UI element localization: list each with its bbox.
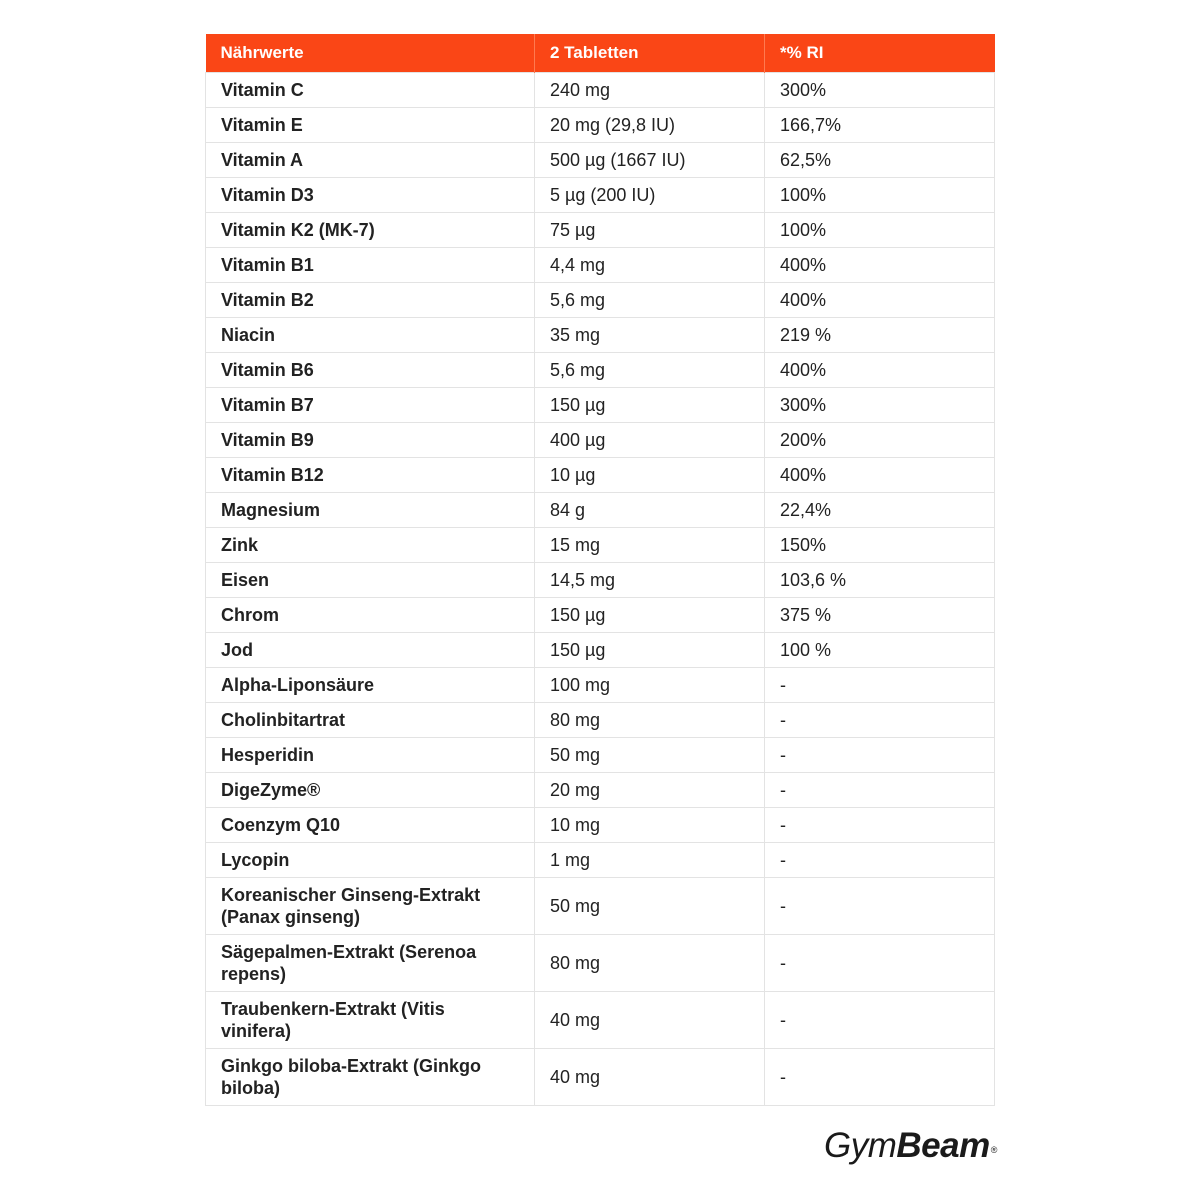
cell-amount: 150 µg	[535, 632, 765, 667]
cell-reference-intake: 100%	[765, 177, 995, 212]
cell-nutrient: Coenzym Q10	[206, 807, 535, 842]
cell-reference-intake: 100%	[765, 212, 995, 247]
table-row	[206, 387, 995, 422]
cell-reference-intake: 400%	[765, 247, 995, 282]
logo-text-gym: Gym	[824, 1126, 897, 1165]
table-row	[206, 702, 995, 737]
cell-reference-intake: 400%	[765, 352, 995, 387]
cell-amount: 50 mg	[535, 877, 765, 934]
cell-reference-intake: 200%	[765, 422, 995, 457]
cell-amount: 10 µg	[535, 457, 765, 492]
cell-nutrient: Ginkgo biloba-Extrakt (Ginkgo biloba)	[206, 1048, 535, 1105]
cell-amount: 35 mg	[535, 317, 765, 352]
cell-nutrient: Vitamin D3	[206, 177, 535, 212]
logo-registered-mark: ®	[990, 1145, 997, 1155]
cell-nutrient: Vitamin A	[206, 142, 535, 177]
cell-amount: 15 mg	[535, 527, 765, 562]
cell-amount: 500 µg (1667 IU)	[535, 142, 765, 177]
cell-nutrient: Vitamin B2	[206, 282, 535, 317]
cell-amount: 1 mg	[535, 842, 765, 877]
table-row	[206, 562, 995, 597]
cell-nutrient: Koreanischer Ginseng-Extrakt (Panax ginseng)	[206, 877, 535, 934]
cell-nutrient: Jod	[206, 632, 535, 667]
cell-nutrient: Eisen	[206, 562, 535, 597]
cell-amount: 240 mg	[535, 72, 765, 107]
cell-reference-intake: 62,5%	[765, 142, 995, 177]
table-row	[206, 282, 995, 317]
cell-amount: 40 mg	[535, 1048, 765, 1105]
cell-reference-intake: 103,6 %	[765, 562, 995, 597]
table-row	[206, 807, 995, 842]
cell-nutrient: Alpha-Liponsäure	[206, 667, 535, 702]
cell-nutrient: Sägepalmen-Extrakt (Serenoa repens)	[206, 934, 535, 991]
cell-nutrient: Vitamin B1	[206, 247, 535, 282]
cell-reference-intake: 300%	[765, 387, 995, 422]
cell-nutrient: Niacin	[206, 317, 535, 352]
cell-nutrient: Vitamin K2 (MK-7)	[206, 212, 535, 247]
table-row	[206, 1048, 995, 1105]
cell-amount: 100 mg	[535, 667, 765, 702]
cell-amount: 20 mg	[535, 772, 765, 807]
table-row	[206, 492, 995, 527]
cell-nutrient: Traubenkern-Extrakt (Vitis vinifera)	[206, 991, 535, 1048]
cell-amount: 5,6 mg	[535, 282, 765, 317]
logo-text-beam: Beam	[896, 1126, 990, 1165]
cell-nutrient: Zink	[206, 527, 535, 562]
cell-amount: 14,5 mg	[535, 562, 765, 597]
table-row	[206, 422, 995, 457]
cell-nutrient: Vitamin B7	[206, 387, 535, 422]
cell-reference-intake: -	[765, 842, 995, 877]
cell-amount: 5 µg (200 IU)	[535, 177, 765, 212]
cell-reference-intake: -	[765, 991, 995, 1048]
cell-reference-intake: -	[765, 1048, 995, 1105]
cell-nutrient: Lycopin	[206, 842, 535, 877]
cell-amount: 10 mg	[535, 807, 765, 842]
table-row	[206, 772, 995, 807]
cell-nutrient: Vitamin B12	[206, 457, 535, 492]
cell-nutrient: Vitamin C	[206, 72, 535, 107]
table-row	[206, 212, 995, 247]
cell-reference-intake: 400%	[765, 282, 995, 317]
table-row	[206, 527, 995, 562]
table-row	[206, 842, 995, 877]
cell-reference-intake: -	[765, 934, 995, 991]
cell-amount: 5,6 mg	[535, 352, 765, 387]
cell-amount: 400 µg	[535, 422, 765, 457]
cell-reference-intake: 166,7%	[765, 107, 995, 142]
table-row	[206, 737, 995, 772]
cell-amount: 20 mg (29,8 IU)	[535, 107, 765, 142]
header-nutrient: Nährwerte	[206, 34, 535, 72]
cell-nutrient: DigeZyme®	[206, 772, 535, 807]
table-row	[206, 247, 995, 282]
cell-amount: 75 µg	[535, 212, 765, 247]
table-row	[206, 632, 995, 667]
nutrition-table-container	[205, 34, 994, 1106]
cell-amount: 50 mg	[535, 737, 765, 772]
cell-nutrient: Cholinbitartrat	[206, 702, 535, 737]
table-row	[206, 667, 995, 702]
cell-amount: 84 g	[535, 492, 765, 527]
cell-amount: 4,4 mg	[535, 247, 765, 282]
cell-nutrient: Vitamin E	[206, 107, 535, 142]
cell-nutrient: Vitamin B6	[206, 352, 535, 387]
nutrition-table	[205, 34, 995, 1106]
table-row	[206, 107, 995, 142]
cell-nutrient: Vitamin B9	[206, 422, 535, 457]
table-row	[206, 877, 995, 934]
cell-reference-intake: 300%	[765, 72, 995, 107]
cell-reference-intake: -	[765, 737, 995, 772]
cell-reference-intake: 219 %	[765, 317, 995, 352]
cell-reference-intake: 400%	[765, 457, 995, 492]
cell-reference-intake: -	[765, 772, 995, 807]
cell-amount: 80 mg	[535, 702, 765, 737]
cell-nutrient: Hesperidin	[206, 737, 535, 772]
table-body	[206, 72, 995, 1105]
table-row	[206, 934, 995, 991]
cell-reference-intake: 22,4%	[765, 492, 995, 527]
table-row	[206, 317, 995, 352]
gymbeam-logo	[824, 1126, 997, 1166]
cell-reference-intake: 150%	[765, 527, 995, 562]
table-row	[206, 597, 995, 632]
cell-amount: 40 mg	[535, 991, 765, 1048]
table-row	[206, 72, 995, 107]
table-header	[206, 34, 995, 72]
table-row	[206, 142, 995, 177]
table-row	[206, 991, 995, 1048]
cell-amount: 150 µg	[535, 597, 765, 632]
cell-reference-intake: 375 %	[765, 597, 995, 632]
cell-reference-intake: -	[765, 807, 995, 842]
table-row	[206, 457, 995, 492]
cell-reference-intake: -	[765, 702, 995, 737]
cell-amount: 80 mg	[535, 934, 765, 991]
cell-reference-intake: 100 %	[765, 632, 995, 667]
header-reference-intake: *% RI	[765, 34, 995, 72]
cell-nutrient: Chrom	[206, 597, 535, 632]
header-row	[206, 34, 995, 72]
cell-reference-intake: -	[765, 667, 995, 702]
cell-amount: 150 µg	[535, 387, 765, 422]
table-row	[206, 352, 995, 387]
cell-reference-intake: -	[765, 877, 995, 934]
cell-nutrient: Magnesium	[206, 492, 535, 527]
header-amount: 2 Tabletten	[535, 34, 765, 72]
table-row	[206, 177, 995, 212]
